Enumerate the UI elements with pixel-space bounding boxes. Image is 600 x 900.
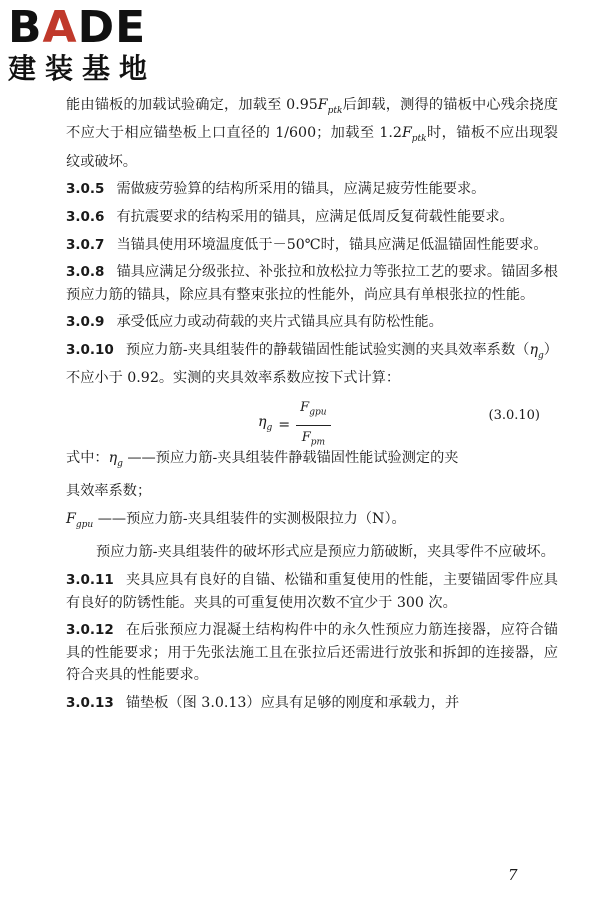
logo-letters-de: DE (77, 2, 147, 53)
clause-3-0-7 (66, 234, 558, 257)
symbol-eta: η (108, 450, 118, 467)
clause-number: 3.0.7 (66, 236, 105, 253)
equals-sign: = (278, 417, 291, 434)
symbol-f: F (66, 511, 76, 528)
definition-text: ——预应力筋-夹具组装件的实测极限拉力（N）。 (93, 511, 406, 528)
clause-number: 3.0.9 (66, 314, 105, 331)
symbol-sub: g (117, 458, 123, 469)
formula-fraction (296, 397, 330, 454)
intro-text-2: 后卸载，测得的锚板中心残余挠度不应大于相应锚垫板上口直径的 1/600；加载至 1.2 (66, 97, 558, 142)
clause-number: 3.0.5 (66, 181, 105, 198)
symbol-f: F (317, 97, 328, 113)
formula-3-0-10 (66, 395, 558, 448)
clause-text: 夹具应具有良好的自锚、松锚和重复使用的性能，主要锚固零件应具有良好的防锈性能。夹具的可重复使用次数不宜少于 300 次。 (66, 572, 558, 611)
clause-text: 锚具应满足分级张拉、补张拉和放松拉力等张拉工艺的要求。锚固多根预应力筋的锚具，除应具有整束张拉的性能外，尚应具有单根张拉的性能。 (66, 264, 558, 303)
symbol-sub: g (537, 350, 544, 361)
clause-3-0-10 (66, 339, 558, 390)
symbol-eta: η (258, 414, 267, 431)
symbol-f: F (301, 430, 311, 446)
intro-paragraph (66, 94, 558, 173)
clause-3-0-9 (66, 311, 558, 334)
formula-lhs (258, 411, 272, 439)
clause-3-0-13 (66, 692, 558, 715)
clause-number: 3.0.10 (66, 342, 114, 358)
symbol-sub: pm (310, 437, 326, 448)
clause-text: 在后张预应力混凝土结构构件中的永久性预应力筋连接器，应符合锚具的性能要求；用于先张法施工且在张拉后还需进行放张和拆卸的连接器，应符合夹具的性能要求。 (66, 622, 558, 684)
formula-expression (258, 397, 331, 454)
definition-dash: —— (122, 450, 156, 467)
symbol-sub: gpu (309, 407, 327, 418)
where-line-1-cont: 具效率系数； (66, 483, 152, 500)
clause-text: 当锚具使用环境温度低于－50℃时，锚具应满足低温锚固性能要求。 (116, 236, 548, 253)
clause-3-0-5 (66, 178, 558, 201)
clause-text: 有抗震要求的结构采用的锚具，应满足低周反复荷载性能要求。 (116, 209, 514, 226)
symbol-eta: η (529, 342, 538, 358)
logo-letter-b: B (8, 2, 43, 53)
clause-3-0-11 (66, 569, 558, 614)
clause-number: 3.0.12 (66, 622, 114, 639)
equation-number: (3.0.10) (488, 408, 540, 424)
clause-text: 承受低应力或动荷载的夹片式锚具应具有防松性能。 (116, 314, 443, 331)
definition-text: 预应力筋-夹具组装件静载锚固性能试验测定的夹 (155, 450, 459, 467)
clause-number: 3.0.8 (66, 264, 105, 281)
symbol-sub: gpu (75, 519, 94, 530)
logo-wordmark (8, 2, 156, 53)
page-number: 7 (508, 866, 518, 884)
logo-subtitle: 建装基地 (8, 52, 157, 85)
clause-text: 锚垫板（图 3.0.13）应具有足够的刚度和承载力，并 (125, 695, 460, 712)
intro-text-3: 时，锚板不应出现裂纹或破坏。 (66, 125, 558, 170)
document-body (66, 94, 558, 720)
fraction-denominator (298, 426, 329, 454)
intro-text-1: 能由锚板的加载试验确定，加载至 0.95 (66, 97, 318, 113)
symbol-f: F (401, 125, 412, 142)
clause-3-0-8 (66, 261, 558, 306)
clause-3-0-12 (66, 619, 558, 687)
clause-text: 需做疲劳验算的结构所采用的锚具，应满足疲劳性能要求。 (116, 181, 486, 198)
clause-text: ）不应小于 0.92。实测的夹具效率系数应按下式计算： (66, 342, 558, 387)
clause-number: 3.0.13 (66, 695, 114, 712)
fraction-numerator (296, 397, 330, 426)
symbol-sub: g (266, 423, 273, 434)
symbol-sub: ptk (411, 134, 427, 145)
symbol-sub: ptk (327, 105, 343, 116)
clause-number: 3.0.11 (66, 572, 114, 589)
where-label: 式中： (66, 450, 109, 467)
clause-text: 预应力筋-夹具组装件的静载锚固性能试验实测的夹具效率系数（ (125, 342, 530, 358)
logo-letter-a: A (42, 2, 78, 53)
clause-number: 3.0.6 (66, 209, 105, 226)
failure-mode-note: 预应力筋-夹具组装件的破坏形式应是预应力筋破断，夹具零件不应破坏。 (96, 544, 555, 561)
symbol-f: F (300, 400, 310, 416)
clause-3-0-6 (66, 206, 558, 229)
bade-logo (8, 2, 157, 86)
where-line-2 (66, 508, 558, 536)
